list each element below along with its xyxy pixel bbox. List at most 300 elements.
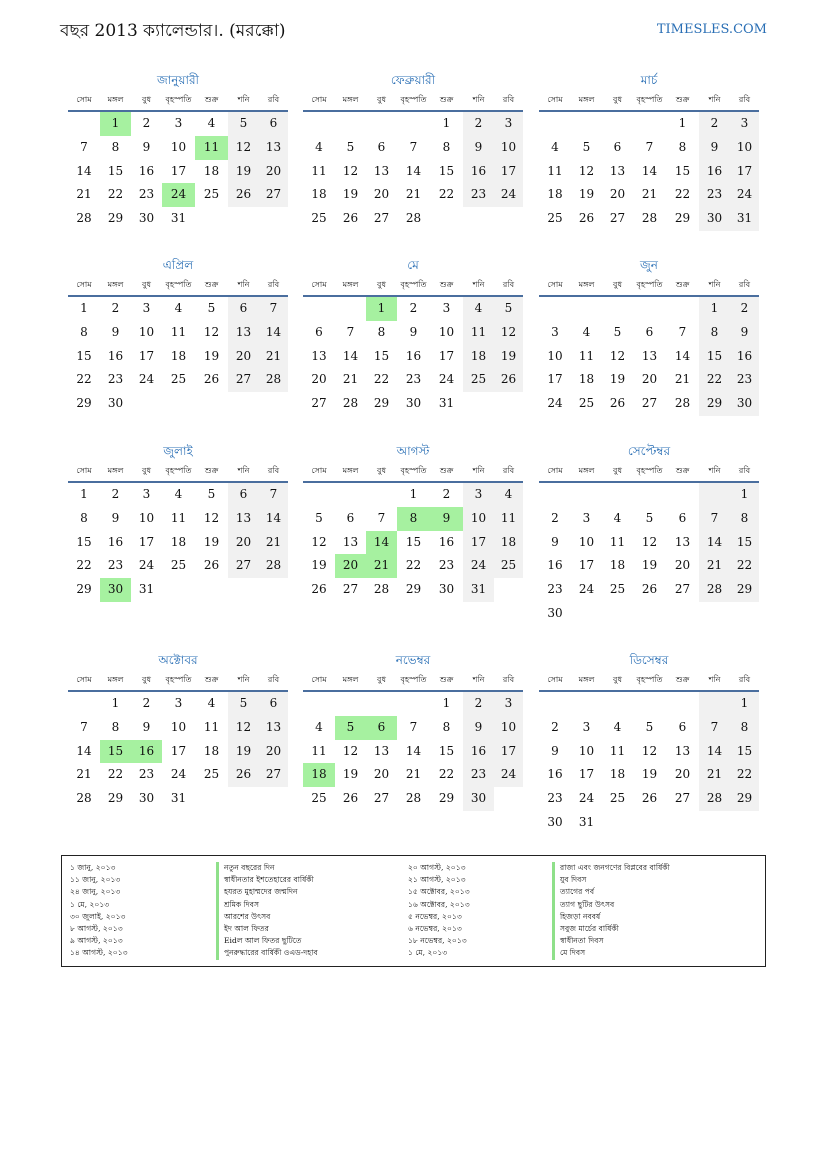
holiday-day-cell[interactable]: 15 xyxy=(100,740,131,764)
holiday-day-cell[interactable]: 16 xyxy=(131,740,162,764)
day-cell[interactable]: 17 xyxy=(578,767,595,782)
day-cell[interactable]: 10 xyxy=(578,534,595,549)
day-cell[interactable]: 10 xyxy=(494,716,523,740)
day-cell[interactable]: 17 xyxy=(170,163,187,178)
day-cell[interactable]: 14 xyxy=(641,163,658,178)
day-cell[interactable]: 13 xyxy=(228,321,259,345)
day-cell[interactable]: 23 xyxy=(730,368,759,392)
day-cell[interactable]: 26 xyxy=(228,183,259,207)
day-cell[interactable]: 31 xyxy=(138,582,155,596)
day-cell[interactable]: 4 xyxy=(613,510,622,525)
day-cell[interactable]: 18 xyxy=(494,531,523,555)
day-cell[interactable]: 17 xyxy=(438,348,455,363)
day-cell[interactable]: 7 xyxy=(80,719,88,734)
day-cell[interactable]: 13 xyxy=(373,743,390,758)
day-cell[interactable]: 3 xyxy=(174,696,183,710)
day-cell[interactable]: 17 xyxy=(494,160,523,184)
day-cell[interactable]: 10 xyxy=(138,324,155,339)
day-cell[interactable]: 23 xyxy=(438,558,455,573)
day-cell[interactable]: 4 xyxy=(551,139,559,154)
day-cell[interactable]: 22 xyxy=(107,187,124,202)
day-cell[interactable]: 7 xyxy=(699,507,730,531)
day-cell[interactable]: 21 xyxy=(342,372,359,387)
day-cell[interactable]: 20 xyxy=(228,531,259,555)
day-cell[interactable]: 6 xyxy=(613,139,622,154)
day-cell[interactable]: 9 xyxy=(111,510,120,525)
day-cell[interactable]: 15 xyxy=(373,348,390,363)
day-cell[interactable]: 30 xyxy=(138,791,155,805)
day-cell[interactable]: 17 xyxy=(494,740,523,764)
day-cell[interactable]: 16 xyxy=(438,534,455,549)
day-cell[interactable]: 15 xyxy=(438,743,455,758)
day-cell[interactable]: 28 xyxy=(699,787,730,811)
day-cell[interactable]: 8 xyxy=(730,507,759,531)
day-cell[interactable]: 9 xyxy=(409,324,418,339)
day-cell[interactable]: 15 xyxy=(674,163,691,178)
day-cell[interactable]: 14 xyxy=(342,348,359,363)
day-cell[interactable]: 23 xyxy=(463,183,494,207)
day-cell[interactable]: 24 xyxy=(463,554,494,578)
day-cell[interactable]: 18 xyxy=(463,345,494,369)
day-cell[interactable]: 16 xyxy=(547,558,563,573)
day-cell[interactable]: 3 xyxy=(142,301,151,315)
day-cell[interactable]: 19 xyxy=(203,534,220,549)
day-cell[interactable]: 16 xyxy=(547,767,563,782)
site-link[interactable]: TIMESLES.COM xyxy=(656,22,767,37)
day-cell[interactable]: 3 xyxy=(174,116,183,130)
day-cell[interactable]: 19 xyxy=(342,187,359,202)
day-cell[interactable]: 1 xyxy=(80,301,88,315)
day-cell[interactable]: 5 xyxy=(207,487,216,501)
day-cell[interactable]: 27 xyxy=(641,396,658,410)
day-cell[interactable]: 11 xyxy=(578,348,595,363)
day-cell[interactable]: 19 xyxy=(578,187,595,202)
day-cell[interactable]: 16 xyxy=(138,163,155,178)
day-cell[interactable]: 9 xyxy=(463,716,494,740)
day-cell[interactable]: 21 xyxy=(674,372,691,387)
day-cell[interactable]: 1 xyxy=(678,116,687,130)
day-cell[interactable]: 18 xyxy=(170,348,187,363)
day-cell[interactable]: 2 xyxy=(730,297,759,321)
day-cell[interactable]: 17 xyxy=(578,558,595,573)
day-cell[interactable]: 8 xyxy=(699,321,730,345)
day-cell[interactable]: 12 xyxy=(342,163,359,178)
day-cell[interactable]: 24 xyxy=(138,558,155,573)
day-cell[interactable]: 11 xyxy=(609,534,626,549)
holiday-day-cell[interactable]: 20 xyxy=(335,554,366,578)
day-cell[interactable]: 18 xyxy=(311,187,327,202)
day-cell[interactable]: 15 xyxy=(730,740,759,764)
day-cell[interactable]: 22 xyxy=(699,368,730,392)
day-cell[interactable]: 27 xyxy=(228,368,259,392)
day-cell[interactable]: 4 xyxy=(494,483,523,507)
day-cell[interactable]: 2 xyxy=(111,487,120,501)
day-cell[interactable]: 27 xyxy=(674,791,691,805)
day-cell[interactable]: 25 xyxy=(170,558,187,573)
day-cell[interactable]: 20 xyxy=(373,767,390,782)
day-cell[interactable]: 26 xyxy=(228,763,259,787)
day-cell[interactable]: 21 xyxy=(405,767,422,782)
day-cell[interactable]: 20 xyxy=(674,767,691,782)
day-cell[interactable]: 12 xyxy=(311,534,327,549)
day-cell[interactable]: 15 xyxy=(438,163,455,178)
day-cell[interactable]: 28 xyxy=(373,582,390,596)
day-cell[interactable]: 14 xyxy=(699,531,730,555)
day-cell[interactable]: 13 xyxy=(641,348,658,363)
day-cell[interactable]: 1 xyxy=(80,487,88,501)
day-cell[interactable]: 27 xyxy=(609,211,626,225)
day-cell[interactable]: 25 xyxy=(494,554,523,578)
day-cell[interactable]: 6 xyxy=(259,112,288,136)
day-cell[interactable]: 14 xyxy=(674,348,691,363)
day-cell[interactable]: 25 xyxy=(311,211,327,225)
day-cell[interactable]: 11 xyxy=(609,743,626,758)
day-cell[interactable]: 4 xyxy=(582,324,591,339)
day-cell[interactable]: 17 xyxy=(170,743,187,758)
day-cell[interactable]: 31 xyxy=(170,211,187,225)
day-cell[interactable]: 30 xyxy=(138,211,155,225)
day-cell[interactable]: 20 xyxy=(609,187,626,202)
day-cell[interactable]: 3 xyxy=(582,510,591,525)
day-cell[interactable]: 29 xyxy=(699,392,730,416)
day-cell[interactable]: 28 xyxy=(259,554,288,578)
day-cell[interactable]: 14 xyxy=(76,743,92,758)
day-cell[interactable]: 18 xyxy=(203,743,220,758)
day-cell[interactable]: 2 xyxy=(463,692,494,716)
day-cell[interactable]: 29 xyxy=(76,396,92,410)
day-cell[interactable]: 29 xyxy=(107,791,124,805)
day-cell[interactable]: 24 xyxy=(138,372,155,387)
day-cell[interactable]: 4 xyxy=(613,719,622,734)
day-cell[interactable]: 9 xyxy=(111,324,120,339)
day-cell[interactable]: 14 xyxy=(405,743,422,758)
day-cell[interactable]: 14 xyxy=(76,163,92,178)
day-cell[interactable]: 24 xyxy=(578,582,595,596)
day-cell[interactable]: 4 xyxy=(315,139,323,154)
day-cell[interactable]: 23 xyxy=(405,372,422,387)
day-cell[interactable]: 4 xyxy=(207,696,216,710)
day-cell[interactable]: 5 xyxy=(228,112,259,136)
day-cell[interactable]: 16 xyxy=(699,160,730,184)
day-cell[interactable]: 5 xyxy=(645,510,654,525)
day-cell[interactable]: 9 xyxy=(142,139,151,154)
day-cell[interactable]: 10 xyxy=(438,324,455,339)
day-cell[interactable]: 31 xyxy=(730,207,759,231)
day-cell[interactable]: 22 xyxy=(674,187,691,202)
day-cell[interactable]: 22 xyxy=(373,372,390,387)
day-cell[interactable]: 1 xyxy=(730,692,759,716)
holiday-day-cell[interactable]: 21 xyxy=(366,554,397,578)
day-cell[interactable]: 22 xyxy=(405,558,422,573)
day-cell[interactable]: 2 xyxy=(551,510,559,525)
day-cell[interactable]: 23 xyxy=(463,763,494,787)
day-cell[interactable]: 22 xyxy=(730,554,759,578)
day-cell[interactable]: 30 xyxy=(438,582,455,596)
day-cell[interactable]: 12 xyxy=(228,136,259,160)
day-cell[interactable]: 31 xyxy=(170,791,187,805)
day-cell[interactable]: 6 xyxy=(377,139,386,154)
day-cell[interactable]: 17 xyxy=(463,531,494,555)
day-cell[interactable]: 16 xyxy=(107,534,124,549)
day-cell[interactable]: 21 xyxy=(405,187,422,202)
day-cell[interactable]: 14 xyxy=(405,163,422,178)
day-cell[interactable]: 15 xyxy=(76,534,92,549)
day-cell[interactable]: 21 xyxy=(699,763,730,787)
day-cell[interactable]: 23 xyxy=(699,183,730,207)
day-cell[interactable]: 15 xyxy=(107,163,124,178)
day-cell[interactable]: 28 xyxy=(405,211,422,225)
day-cell[interactable]: 26 xyxy=(342,791,359,805)
day-cell[interactable]: 27 xyxy=(259,183,288,207)
day-cell[interactable]: 20 xyxy=(259,160,288,184)
day-cell[interactable]: 7 xyxy=(377,510,386,525)
day-cell[interactable]: 2 xyxy=(551,719,559,734)
day-cell[interactable]: 17 xyxy=(138,348,155,363)
day-cell[interactable]: 10 xyxy=(730,136,759,160)
day-cell[interactable]: 30 xyxy=(547,814,563,829)
day-cell[interactable]: 29 xyxy=(730,787,759,811)
day-cell[interactable]: 6 xyxy=(678,719,687,734)
day-cell[interactable]: 21 xyxy=(699,554,730,578)
day-cell[interactable]: 3 xyxy=(494,112,523,136)
day-cell[interactable]: 4 xyxy=(174,487,183,501)
day-cell[interactable]: 27 xyxy=(373,211,390,225)
day-cell[interactable]: 6 xyxy=(645,324,654,339)
day-cell[interactable]: 19 xyxy=(494,345,523,369)
day-cell[interactable]: 2 xyxy=(111,301,120,315)
day-cell[interactable]: 11 xyxy=(494,507,523,531)
day-cell[interactable]: 10 xyxy=(138,510,155,525)
day-cell[interactable]: 29 xyxy=(438,791,455,805)
day-cell[interactable]: 8 xyxy=(377,324,386,339)
day-cell[interactable]: 9 xyxy=(551,743,559,758)
day-cell[interactable]: 19 xyxy=(609,372,626,387)
day-cell[interactable]: 24 xyxy=(547,396,563,410)
day-cell[interactable]: 22 xyxy=(76,558,92,573)
day-cell[interactable]: 20 xyxy=(674,558,691,573)
day-cell[interactable]: 13 xyxy=(674,743,691,758)
day-cell[interactable]: 9 xyxy=(699,136,730,160)
day-cell[interactable]: 26 xyxy=(311,582,327,596)
day-cell[interactable]: 12 xyxy=(228,716,259,740)
day-cell[interactable]: 25 xyxy=(170,372,187,387)
holiday-day-cell[interactable]: 1 xyxy=(366,297,397,321)
day-cell[interactable]: 12 xyxy=(342,743,359,758)
holiday-day-cell[interactable]: 6 xyxy=(366,716,397,740)
day-cell[interactable]: 22 xyxy=(438,187,455,202)
day-cell[interactable]: 22 xyxy=(730,763,759,787)
holiday-day-cell[interactable]: 30 xyxy=(100,578,131,602)
day-cell[interactable]: 7 xyxy=(259,483,288,507)
day-cell[interactable]: 20 xyxy=(259,740,288,764)
day-cell[interactable]: 13 xyxy=(259,716,288,740)
day-cell[interactable]: 23 xyxy=(547,791,563,805)
day-cell[interactable]: 30 xyxy=(547,605,563,620)
day-cell[interactable]: 8 xyxy=(111,139,120,154)
day-cell[interactable]: 31 xyxy=(438,396,455,410)
day-cell[interactable]: 23 xyxy=(138,767,155,782)
day-cell[interactable]: 18 xyxy=(170,534,187,549)
day-cell[interactable]: 25 xyxy=(463,368,494,392)
day-cell[interactable]: 6 xyxy=(346,510,355,525)
day-cell[interactable]: 18 xyxy=(578,372,595,387)
day-cell[interactable]: 11 xyxy=(170,324,187,339)
day-cell[interactable]: 27 xyxy=(259,763,288,787)
day-cell[interactable]: 5 xyxy=(346,139,355,154)
day-cell[interactable]: 5 xyxy=(315,510,323,525)
day-cell[interactable]: 23 xyxy=(107,558,124,573)
day-cell[interactable]: 28 xyxy=(699,578,730,602)
day-cell[interactable]: 13 xyxy=(259,136,288,160)
day-cell[interactable]: 25 xyxy=(578,396,595,410)
day-cell[interactable]: 28 xyxy=(259,368,288,392)
day-cell[interactable]: 24 xyxy=(170,767,187,782)
day-cell[interactable]: 20 xyxy=(373,187,390,202)
day-cell[interactable]: 16 xyxy=(463,160,494,184)
day-cell[interactable]: 21 xyxy=(641,187,658,202)
day-cell[interactable]: 5 xyxy=(613,324,622,339)
day-cell[interactable]: 21 xyxy=(76,767,92,782)
day-cell[interactable]: 11 xyxy=(463,321,494,345)
day-cell[interactable]: 21 xyxy=(259,531,288,555)
day-cell[interactable]: 17 xyxy=(138,534,155,549)
day-cell[interactable]: 27 xyxy=(674,582,691,596)
day-cell[interactable]: 12 xyxy=(641,534,658,549)
day-cell[interactable]: 10 xyxy=(170,719,187,734)
day-cell[interactable]: 30 xyxy=(730,392,759,416)
day-cell[interactable]: 8 xyxy=(678,139,687,154)
day-cell[interactable]: 16 xyxy=(107,348,124,363)
day-cell[interactable]: 10 xyxy=(463,507,494,531)
day-cell[interactable]: 7 xyxy=(409,139,418,154)
day-cell[interactable]: 21 xyxy=(259,345,288,369)
day-cell[interactable]: 5 xyxy=(207,301,216,315)
holiday-day-cell[interactable]: 14 xyxy=(366,531,397,555)
day-cell[interactable]: 14 xyxy=(259,321,288,345)
day-cell[interactable]: 13 xyxy=(311,348,327,363)
day-cell[interactable]: 25 xyxy=(609,791,626,805)
day-cell[interactable]: 27 xyxy=(342,582,359,596)
holiday-day-cell[interactable]: 8 xyxy=(397,507,430,531)
day-cell[interactable]: 25 xyxy=(609,582,626,596)
day-cell[interactable]: 2 xyxy=(409,301,418,315)
day-cell[interactable]: 16 xyxy=(730,345,759,369)
day-cell[interactable]: 10 xyxy=(578,743,595,758)
day-cell[interactable]: 5 xyxy=(645,719,654,734)
day-cell[interactable]: 1 xyxy=(111,696,120,710)
day-cell[interactable]: 16 xyxy=(463,740,494,764)
day-cell[interactable]: 14 xyxy=(259,507,288,531)
day-cell[interactable]: 15 xyxy=(405,534,422,549)
day-cell[interactable]: 29 xyxy=(76,582,92,596)
day-cell[interactable]: 28 xyxy=(76,211,92,225)
day-cell[interactable]: 27 xyxy=(228,554,259,578)
day-cell[interactable]: 19 xyxy=(311,558,327,573)
day-cell[interactable]: 26 xyxy=(578,211,595,225)
day-cell[interactable]: 6 xyxy=(678,510,687,525)
day-cell[interactable]: 5 xyxy=(494,297,523,321)
day-cell[interactable]: 8 xyxy=(80,324,88,339)
day-cell[interactable]: 26 xyxy=(203,558,220,573)
day-cell[interactable]: 3 xyxy=(730,112,759,136)
day-cell[interactable]: 7 xyxy=(346,324,355,339)
day-cell[interactable]: 24 xyxy=(438,372,455,387)
day-cell[interactable]: 2 xyxy=(699,112,730,136)
day-cell[interactable]: 6 xyxy=(315,324,323,339)
day-cell[interactable]: 13 xyxy=(228,507,259,531)
day-cell[interactable]: 16 xyxy=(405,348,422,363)
day-cell[interactable]: 20 xyxy=(228,345,259,369)
day-cell[interactable]: 23 xyxy=(138,187,155,202)
day-cell[interactable]: 25 xyxy=(203,187,220,202)
day-cell[interactable]: 10 xyxy=(494,136,523,160)
day-cell[interactable]: 10 xyxy=(170,139,187,154)
day-cell[interactable]: 28 xyxy=(641,211,658,225)
day-cell[interactable]: 18 xyxy=(609,558,626,573)
day-cell[interactable]: 13 xyxy=(609,163,626,178)
day-cell[interactable]: 23 xyxy=(547,582,563,596)
day-cell[interactable]: 4 xyxy=(174,301,183,315)
day-cell[interactable]: 29 xyxy=(730,578,759,602)
day-cell[interactable]: 28 xyxy=(405,791,422,805)
day-cell[interactable]: 19 xyxy=(228,160,259,184)
day-cell[interactable]: 8 xyxy=(442,139,451,154)
day-cell[interactable]: 7 xyxy=(699,716,730,740)
day-cell[interactable]: 18 xyxy=(609,767,626,782)
day-cell[interactable]: 3 xyxy=(142,487,151,501)
day-cell[interactable]: 27 xyxy=(373,791,390,805)
day-cell[interactable]: 7 xyxy=(645,139,654,154)
day-cell[interactable]: 5 xyxy=(228,692,259,716)
day-cell[interactable]: 26 xyxy=(342,211,359,225)
holiday-day-cell[interactable]: 24 xyxy=(162,183,195,207)
day-cell[interactable]: 8 xyxy=(730,716,759,740)
day-cell[interactable]: 28 xyxy=(342,396,359,410)
day-cell[interactable]: 20 xyxy=(311,372,327,387)
day-cell[interactable]: 1 xyxy=(730,483,759,507)
day-cell[interactable]: 19 xyxy=(228,740,259,764)
day-cell[interactable]: 8 xyxy=(442,719,451,734)
day-cell[interactable]: 9 xyxy=(551,534,559,549)
day-cell[interactable]: 29 xyxy=(405,582,422,596)
day-cell[interactable]: 4 xyxy=(463,297,494,321)
day-cell[interactable]: 30 xyxy=(463,787,494,811)
day-cell[interactable]: 1 xyxy=(442,696,451,710)
day-cell[interactable]: 4 xyxy=(315,719,323,734)
day-cell[interactable]: 26 xyxy=(609,396,626,410)
day-cell[interactable]: 11 xyxy=(311,743,327,758)
day-cell[interactable]: 2 xyxy=(142,116,151,130)
day-cell[interactable]: 12 xyxy=(641,743,658,758)
day-cell[interactable]: 19 xyxy=(641,767,658,782)
day-cell[interactable]: 31 xyxy=(463,578,494,602)
day-cell[interactable]: 22 xyxy=(438,767,455,782)
day-cell[interactable]: 30 xyxy=(699,207,730,231)
day-cell[interactable]: 8 xyxy=(111,719,120,734)
day-cell[interactable]: 18 xyxy=(547,187,563,202)
day-cell[interactable]: 29 xyxy=(107,211,124,225)
day-cell[interactable]: 24 xyxy=(494,763,523,787)
holiday-day-cell[interactable]: 5 xyxy=(335,716,366,740)
day-cell[interactable]: 17 xyxy=(547,372,563,387)
day-cell[interactable]: 7 xyxy=(678,324,687,339)
day-cell[interactable]: 18 xyxy=(203,163,220,178)
day-cell[interactable]: 27 xyxy=(311,396,327,410)
day-cell[interactable]: 17 xyxy=(730,160,759,184)
day-cell[interactable]: 1 xyxy=(699,297,730,321)
day-cell[interactable]: 13 xyxy=(674,534,691,549)
day-cell[interactable]: 7 xyxy=(80,139,88,154)
